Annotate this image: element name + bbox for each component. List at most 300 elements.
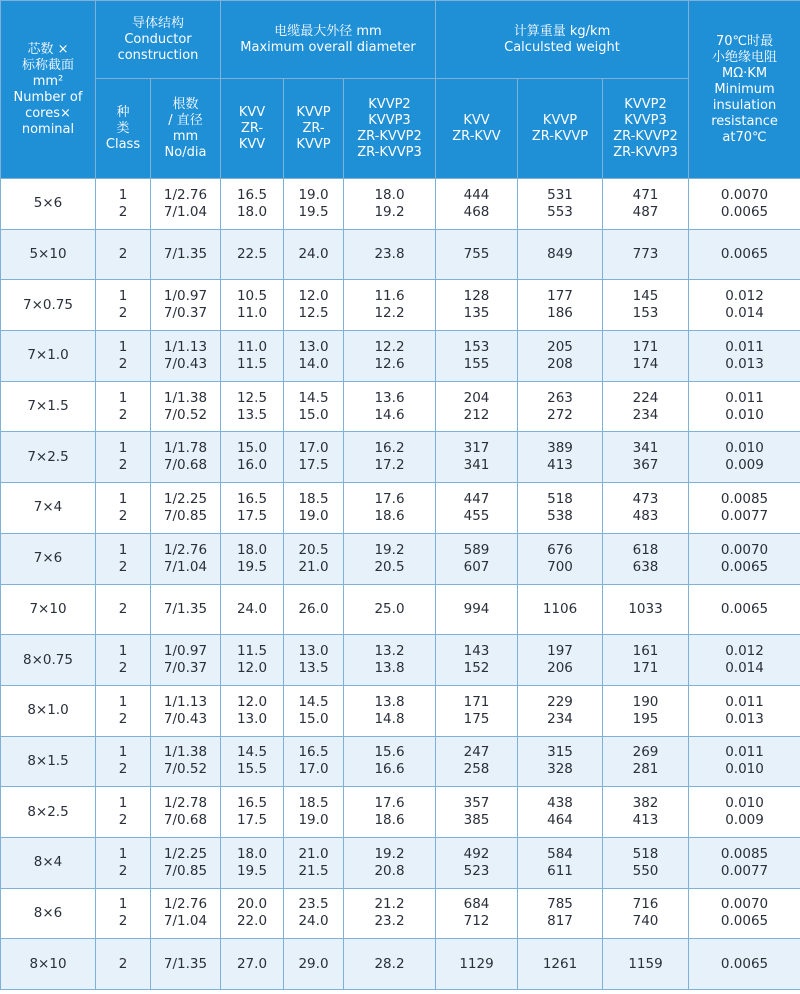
diameter-kvv-cell-value: 17.5	[236, 507, 268, 524]
class-cell	[96, 787, 151, 838]
weight-kvv-cell	[436, 584, 518, 635]
weight-kvvp-cell-value: 389	[547, 440, 573, 457]
weight-kvv-cell-value: 204	[463, 389, 490, 406]
table-body	[1, 179, 800, 990]
class-cell-value: 2	[118, 913, 128, 930]
resistance-cell-value: 0.0070	[720, 896, 769, 913]
weight-kvvp2-cell-value: 171	[632, 660, 659, 677]
weight-kvv-cell-value: 152	[463, 660, 490, 677]
class-cell-value: 1	[118, 693, 128, 710]
resistance-cell	[689, 736, 800, 787]
diameter-kvvp2-cell	[344, 179, 436, 230]
class-cell	[96, 533, 151, 584]
spec-cell: 7×10	[1, 584, 96, 635]
diameter-kvvp-cell-value: 15.0	[298, 406, 329, 423]
diameter-kvv-cell-value: 11.0	[236, 338, 268, 355]
spec-cell: 8×1.0	[1, 685, 96, 736]
diameter-kvvp-cell-value: 17.0	[298, 440, 329, 457]
resistance-cell	[689, 635, 800, 686]
weight-kvvp2-cell-value: 153	[632, 305, 659, 322]
class-cell	[96, 635, 151, 686]
weight-kvvp-cell-value: 518	[547, 490, 573, 507]
table-row	[1, 685, 800, 736]
resistance-cell-value: 0.010	[725, 406, 764, 423]
diameter-kvvp2-cell-value: 15.6	[374, 744, 405, 761]
weight-kvvp-cell	[518, 787, 603, 838]
weight-kvv-cell-value: 385	[463, 812, 490, 829]
diameter-kvvp2-cell	[344, 787, 436, 838]
table-row	[1, 432, 800, 483]
weight-kvv-cell	[436, 331, 518, 382]
weight-kvv-cell	[436, 229, 518, 280]
weight-kvvp-cell-value: 464	[547, 812, 573, 829]
diameter-kvvp-cell-value: 26.0	[298, 600, 329, 617]
weight-kvv-cell-value: 175	[463, 710, 490, 727]
nodia-cell-value: 7/0.85	[163, 507, 208, 524]
weight-kvvp-cell	[518, 939, 603, 990]
diameter-kvvp2-cell-value: 17.6	[374, 490, 405, 507]
diameter-kvv-cell	[221, 939, 284, 990]
weight-kvvp-cell-value: 208	[547, 355, 573, 372]
diameter-kvv-cell	[221, 635, 284, 686]
diameter-kvvp2-cell-value: 25.0	[374, 600, 405, 617]
resistance-cell-value: 0.0065	[720, 558, 769, 575]
weight-kvvp2-cell	[603, 432, 689, 483]
diameter-kvvp2-cell-value: 18.6	[374, 812, 405, 829]
weight-kvvp-cell-value: 1261	[542, 955, 578, 972]
diameter-kvvp2-cell	[344, 381, 436, 432]
weight-kvv-cell	[436, 432, 518, 483]
weight-kvv-cell-value: 128	[463, 288, 490, 305]
weight-kvvp-cell	[518, 331, 603, 382]
nodia-cell-value: 1/2.76	[163, 186, 208, 203]
weight-kvvp-cell	[518, 483, 603, 534]
diameter-kvvp-cell-value: 29.0	[298, 955, 329, 972]
spec-cell: 8×2.5	[1, 787, 96, 838]
diameter-kvv-cell	[221, 584, 284, 635]
diameter-kvv-cell-value: 16.5	[236, 490, 268, 507]
nodia-cell-value: 7/0.68	[163, 457, 208, 474]
class-cell-value: 2	[118, 812, 128, 829]
resistance-cell-value: 0.012	[725, 288, 764, 305]
nodia-cell-value: 1/0.97	[163, 643, 208, 660]
weight-kvvp2-cell-value: 341	[632, 440, 659, 457]
diameter-kvvp2-cell	[344, 736, 436, 787]
diameter-kvvp-cell	[284, 888, 344, 939]
weight-kvvp2-cell	[603, 685, 689, 736]
diameter-kvvp2-cell-value: 23.2	[374, 913, 405, 930]
diameter-kvvp2-cell-value: 13.6	[374, 389, 405, 406]
weight-kvvp2-cell	[603, 483, 689, 534]
weight-kvvp2-cell-value: 234	[632, 406, 659, 423]
resistance-cell	[689, 179, 800, 230]
weight-kvvp2-cell-value: 550	[632, 862, 659, 879]
table-row	[1, 533, 800, 584]
diameter-kvv-cell-value: 14.5	[236, 744, 268, 761]
resistance-cell-value: 0.0065	[720, 600, 769, 617]
diameter-kvvp-cell-value: 14.5	[298, 693, 329, 710]
class-cell	[96, 837, 151, 888]
diameter-kvvp2-cell-value: 13.2	[374, 643, 405, 660]
resistance-cell-value: 0.0077	[720, 862, 769, 879]
diameter-kvvp2-cell-value: 20.8	[374, 862, 405, 879]
weight-kvvp-cell-value: 197	[547, 643, 573, 660]
nodia-cell-value: 1/0.97	[163, 288, 208, 305]
nodia-cell	[151, 787, 221, 838]
weight-kvv-cell-value: 155	[463, 355, 490, 372]
diameter-kvv-cell	[221, 533, 284, 584]
weight-kvvp-cell	[518, 179, 603, 230]
table-row	[1, 483, 800, 534]
weight-kvvp2-cell-value: 161	[632, 643, 659, 660]
diameter-kvvp-cell	[284, 280, 344, 331]
resistance-cell	[689, 787, 800, 838]
diameter-kvvp-cell-value: 21.0	[298, 845, 329, 862]
header-class: 种 类 Class	[96, 79, 151, 179]
diameter-kvvp-cell-value: 13.0	[298, 338, 329, 355]
diameter-kvvp2-cell-value: 28.2	[374, 955, 405, 972]
spec-cell: 8×6	[1, 888, 96, 939]
weight-kvvp2-cell	[603, 533, 689, 584]
class-cell	[96, 584, 151, 635]
diameter-kvv-cell	[221, 837, 284, 888]
resistance-cell	[689, 685, 800, 736]
nodia-cell-value: 1/2.25	[163, 490, 208, 507]
resistance-cell-value: 0.010	[725, 795, 764, 812]
resistance-cell-value: 0.014	[725, 305, 764, 322]
weight-kvvp2-cell	[603, 179, 689, 230]
table-row	[1, 635, 800, 686]
weight-kvvp-cell-value: 1106	[542, 600, 578, 617]
nodia-cell-value: 7/0.68	[163, 812, 208, 829]
weight-kvvp2-cell	[603, 381, 689, 432]
nodia-cell-value: 7/0.43	[163, 355, 208, 372]
weight-kvvp2-cell-value: 190	[632, 693, 659, 710]
diameter-kvv-cell-value: 13.5	[236, 406, 268, 423]
nodia-cell-value: 1/2.78	[163, 795, 208, 812]
nodia-cell-value: 1/1.38	[163, 744, 208, 761]
resistance-cell	[689, 280, 800, 331]
diameter-kvv-cell	[221, 229, 284, 280]
weight-kvvp-cell-value: 584	[547, 845, 573, 862]
weight-kvvp2-cell-value: 618	[632, 541, 659, 558]
diameter-kvv-cell	[221, 381, 284, 432]
weight-kvvp-cell	[518, 635, 603, 686]
weight-kvv-cell-value: 143	[463, 643, 490, 660]
diameter-kvvp-cell-value: 21.0	[298, 558, 329, 575]
class-cell-value: 1	[118, 338, 128, 355]
resistance-cell	[689, 331, 800, 382]
weight-kvv-cell-value: 994	[463, 600, 490, 617]
class-cell-value: 2	[118, 246, 128, 263]
diameter-kvvp-cell	[284, 787, 344, 838]
diameter-kvv-cell-value: 16.5	[236, 186, 268, 203]
resistance-cell-value: 0.013	[725, 710, 764, 727]
diameter-kvvp2-cell	[344, 837, 436, 888]
spec-cell: 5×10	[1, 229, 96, 280]
diameter-kvvp-cell-value: 13.0	[298, 643, 329, 660]
diameter-kvvp2-cell	[344, 483, 436, 534]
nodia-cell	[151, 635, 221, 686]
weight-kvv-cell-value: 468	[463, 203, 490, 220]
class-cell	[96, 381, 151, 432]
weight-kvv-cell-value: 317	[463, 440, 490, 457]
class-cell-value: 2	[118, 660, 128, 677]
class-cell-value: 2	[118, 355, 128, 372]
weight-kvvp2-cell-value: 773	[632, 246, 659, 263]
weight-kvvp-cell-value: 538	[547, 507, 573, 524]
nodia-cell-value: 7/1.04	[163, 913, 208, 930]
class-cell-value: 1	[118, 896, 128, 913]
diameter-kvvp2-cell	[344, 229, 436, 280]
diameter-kvvp2-cell-value: 17.6	[374, 795, 405, 812]
weight-kvvp2-cell-value: 473	[632, 490, 659, 507]
weight-kvvp-cell-value: 206	[547, 660, 573, 677]
weight-kvvp2-cell-value: 367	[632, 457, 659, 474]
diameter-kvvp2-cell	[344, 331, 436, 382]
class-cell-value: 2	[118, 507, 128, 524]
weight-kvvp-cell-value: 272	[547, 406, 573, 423]
weight-kvvp-cell-value: 611	[547, 862, 573, 879]
diameter-kvv-cell-value: 22.5	[236, 246, 268, 263]
table-row	[1, 381, 800, 432]
table-header	[1, 1, 800, 179]
weight-kvvp-cell-value: 177	[547, 288, 573, 305]
header-weight-kvvp: KVVP ZR-KVVP	[518, 79, 603, 179]
weight-kvvp2-cell-value: 740	[632, 913, 659, 930]
diameter-kvvp-cell-value: 16.5	[298, 744, 329, 761]
diameter-kvvp2-cell-value: 12.6	[374, 355, 405, 372]
diameter-kvvp2-cell-value: 19.2	[374, 541, 405, 558]
diameter-kvv-cell-value: 27.0	[236, 955, 268, 972]
diameter-kvvp-cell	[284, 331, 344, 382]
table-row	[1, 280, 800, 331]
weight-kvv-cell-value: 171	[463, 693, 490, 710]
weight-kvvp-cell-value: 205	[547, 338, 573, 355]
diameter-kvv-cell-value: 11.5	[236, 355, 268, 372]
class-cell	[96, 736, 151, 787]
weight-kvv-cell-value: 455	[463, 507, 490, 524]
class-cell-value: 2	[118, 862, 128, 879]
diameter-kvv-cell	[221, 331, 284, 382]
weight-kvvp2-cell	[603, 888, 689, 939]
diameter-kvv-cell-value: 11.0	[236, 305, 268, 322]
nodia-cell	[151, 432, 221, 483]
diameter-kvvp2-cell-value: 13.8	[374, 693, 405, 710]
diameter-kvv-cell-value: 18.0	[236, 541, 268, 558]
class-cell	[96, 432, 151, 483]
weight-kvv-cell	[436, 939, 518, 990]
diameter-kvvp2-cell-value: 12.2	[374, 338, 405, 355]
resistance-cell-value: 0.0085	[720, 490, 769, 507]
nodia-cell-value: 1/2.76	[163, 896, 208, 913]
diameter-kvvp-cell-value: 21.5	[298, 862, 329, 879]
weight-kvv-cell	[436, 280, 518, 331]
diameter-kvvp-cell	[284, 533, 344, 584]
class-cell	[96, 179, 151, 230]
resistance-cell-value: 0.009	[725, 457, 764, 474]
header-weight: 计算重量 kg/km Calculsted weight	[436, 1, 689, 79]
resistance-cell	[689, 888, 800, 939]
spec-cell: 7×1.0	[1, 331, 96, 382]
weight-kvvp2-cell-value: 1033	[628, 600, 663, 617]
weight-kvvp2-cell-value: 281	[632, 761, 659, 778]
header-diameter-kvvp2: KVVP2 KVVP3 ZR-KVVP2 ZR-KVVP3	[344, 79, 436, 179]
nodia-cell-value: 1/2.76	[163, 541, 208, 558]
weight-kvvp-cell-value: 229	[547, 693, 573, 710]
weight-kvvp-cell	[518, 685, 603, 736]
weight-kvvp2-cell	[603, 787, 689, 838]
diameter-kvv-cell-value: 18.0	[236, 203, 268, 220]
weight-kvvp2-cell-value: 382	[632, 795, 659, 812]
weight-kvvp2-cell	[603, 584, 689, 635]
weight-kvvp2-cell-value: 224	[632, 389, 659, 406]
nodia-cell	[151, 685, 221, 736]
nodia-cell	[151, 837, 221, 888]
diameter-kvv-cell-value: 15.0	[236, 440, 268, 457]
header-diameter: 电缆最大外径 mm Maximum overall diameter	[221, 1, 436, 79]
weight-kvvp2-cell-value: 145	[632, 288, 659, 305]
diameter-kvv-cell-value: 19.5	[236, 862, 268, 879]
header-diameter-kvv: KVV ZR- KVV	[221, 79, 284, 179]
class-cell-value: 1	[118, 440, 128, 457]
resistance-cell	[689, 432, 800, 483]
diameter-kvv-cell-value: 24.0	[236, 600, 268, 617]
diameter-kvvp2-cell-value: 19.2	[374, 845, 405, 862]
nodia-cell-value: 7/0.52	[163, 761, 208, 778]
resistance-cell	[689, 533, 800, 584]
diameter-kvv-cell-value: 17.5	[236, 812, 268, 829]
weight-kvvp2-cell	[603, 635, 689, 686]
diameter-kvvp2-cell	[344, 685, 436, 736]
weight-kvvp-cell-value: 413	[547, 457, 573, 474]
nodia-cell-value: 7/0.85	[163, 862, 208, 879]
resistance-cell	[689, 229, 800, 280]
diameter-kvvp-cell-value: 20.5	[298, 541, 329, 558]
diameter-kvvp2-cell	[344, 635, 436, 686]
nodia-cell	[151, 280, 221, 331]
diameter-kvv-cell	[221, 179, 284, 230]
nodia-cell-value: 7/0.52	[163, 406, 208, 423]
resistance-cell-value: 0.0085	[720, 845, 769, 862]
resistance-cell-value: 0.011	[725, 338, 764, 355]
class-cell-value: 1	[118, 490, 128, 507]
class-cell-value: 2	[118, 710, 128, 727]
class-cell	[96, 483, 151, 534]
class-cell-value: 1	[118, 186, 128, 203]
diameter-kvv-cell-value: 12.0	[236, 660, 268, 677]
diameter-kvv-cell-value: 22.0	[236, 913, 268, 930]
diameter-kvvp2-cell-value: 18.0	[374, 186, 405, 203]
diameter-kvvp-cell-value: 13.5	[298, 660, 329, 677]
weight-kvv-cell-value: 589	[463, 541, 490, 558]
spec-cell: 7×6	[1, 533, 96, 584]
weight-kvv-cell-value: 523	[463, 862, 490, 879]
diameter-kvvp-cell-value: 19.0	[298, 186, 329, 203]
header-weight-kvvp2: KVVP2 KVVP3 ZR-KVVP2 ZR-KVVP3	[603, 79, 689, 179]
nodia-cell-value: 1/2.25	[163, 845, 208, 862]
nodia-cell-value: 1/1.13	[163, 338, 208, 355]
diameter-kvvp-cell-value: 18.5	[298, 795, 329, 812]
diameter-kvvp-cell	[284, 229, 344, 280]
class-cell-value: 2	[118, 761, 128, 778]
weight-kvv-cell-value: 684	[463, 896, 490, 913]
weight-kvv-cell-value: 153	[463, 338, 490, 355]
table-row	[1, 888, 800, 939]
nodia-cell	[151, 939, 221, 990]
diameter-kvvp-cell-value: 14.5	[298, 389, 329, 406]
weight-kvv-cell-value: 212	[463, 406, 490, 423]
class-cell-value: 2	[118, 955, 128, 972]
diameter-kvv-cell	[221, 280, 284, 331]
diameter-kvvp-cell-value: 12.0	[298, 288, 329, 305]
diameter-kvvp2-cell-value: 12.2	[374, 305, 405, 322]
diameter-kvvp-cell-value: 19.5	[298, 203, 329, 220]
weight-kvv-cell-value: 1129	[459, 955, 494, 972]
nodia-cell-value: 1/1.38	[163, 389, 208, 406]
weight-kvvp-cell-value: 263	[547, 389, 573, 406]
diameter-kvv-cell-value: 11.5	[236, 643, 268, 660]
nodia-cell	[151, 736, 221, 787]
header-spec: 芯数 × 标称截面 mm² Number of cores× nominal	[1, 1, 96, 179]
weight-kvv-cell-value: 247	[463, 744, 490, 761]
diameter-kvv-cell	[221, 787, 284, 838]
class-cell	[96, 888, 151, 939]
spec-cell: 8×1.5	[1, 736, 96, 787]
spec-cell: 5×6	[1, 179, 96, 230]
weight-kvv-cell-value: 341	[463, 457, 490, 474]
weight-kvvp-cell-value: 676	[547, 541, 573, 558]
weight-kvvp-cell-value: 553	[547, 203, 573, 220]
nodia-cell	[151, 381, 221, 432]
diameter-kvvp2-cell-value: 16.2	[374, 440, 405, 457]
weight-kvvp-cell-value: 186	[547, 305, 573, 322]
weight-kvvp-cell	[518, 736, 603, 787]
weight-kvvp-cell-value: 531	[547, 186, 573, 203]
weight-kvvp-cell	[518, 837, 603, 888]
weight-kvvp2-cell	[603, 280, 689, 331]
diameter-kvv-cell-value: 19.5	[236, 558, 268, 575]
class-cell-value: 1	[118, 643, 128, 660]
diameter-kvv-cell-value: 13.0	[236, 710, 268, 727]
resistance-cell-value: 0.0065	[720, 203, 769, 220]
diameter-kvv-cell	[221, 888, 284, 939]
weight-kvvp-cell-value: 849	[547, 246, 573, 263]
class-cell-value: 2	[118, 406, 128, 423]
nodia-cell	[151, 888, 221, 939]
resistance-cell-value: 0.0077	[720, 507, 769, 524]
diameter-kvvp-cell	[284, 432, 344, 483]
table-row	[1, 584, 800, 635]
diameter-kvvp-cell	[284, 584, 344, 635]
resistance-cell-value: 0.0065	[720, 955, 769, 972]
weight-kvvp2-cell-value: 174	[632, 355, 659, 372]
resistance-cell	[689, 939, 800, 990]
weight-kvv-cell-value: 712	[463, 913, 490, 930]
weight-kvvp2-cell	[603, 331, 689, 382]
nodia-cell-value: 7/1.04	[163, 203, 208, 220]
class-cell-value: 1	[118, 845, 128, 862]
diameter-kvvp2-cell-value: 18.6	[374, 507, 405, 524]
weight-kvvp-cell-value: 234	[547, 710, 573, 727]
diameter-kvvp2-cell-value: 13.8	[374, 660, 405, 677]
weight-kvvp-cell	[518, 584, 603, 635]
diameter-kvv-cell	[221, 685, 284, 736]
diameter-kvvp-cell-value: 19.0	[298, 507, 329, 524]
weight-kvvp2-cell-value: 171	[632, 338, 659, 355]
weight-kvvp2-cell-value: 487	[632, 203, 659, 220]
diameter-kvvp-cell-value: 12.5	[298, 305, 329, 322]
